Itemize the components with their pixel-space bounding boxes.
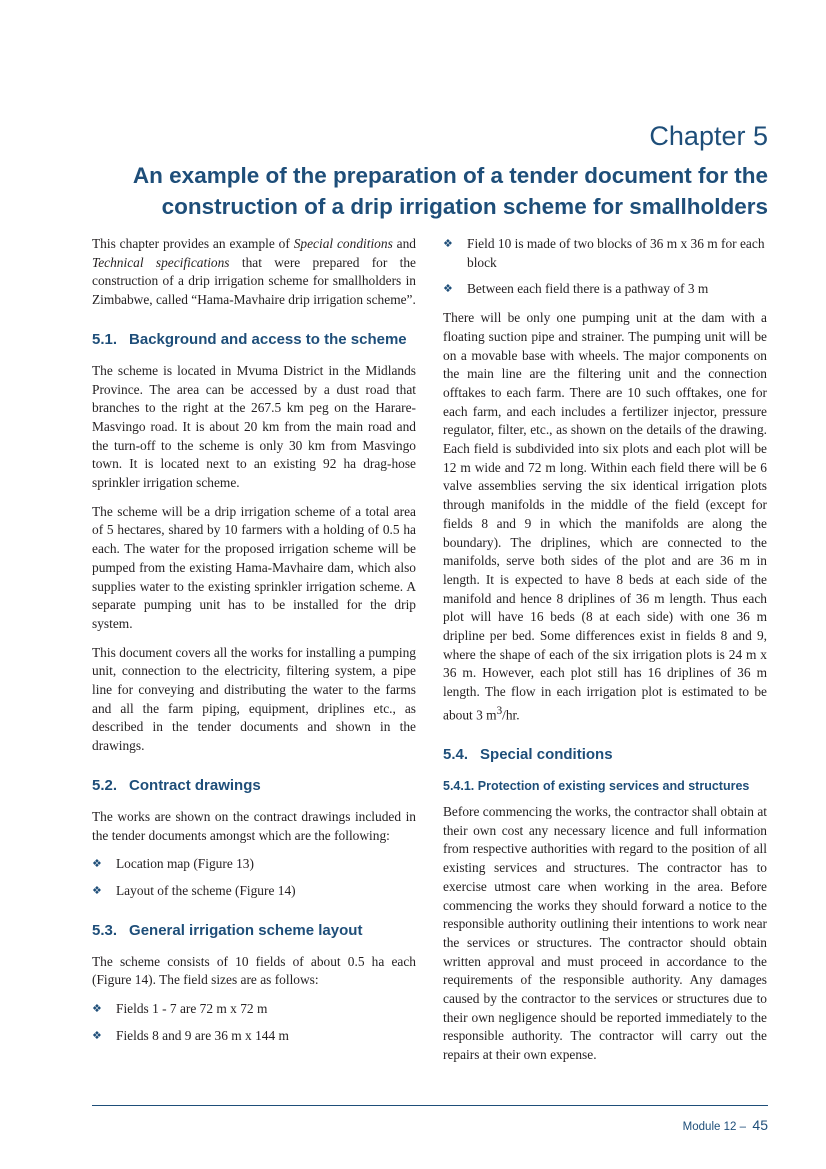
paragraph: The works are shown on the contract drawings included in the tender documents amongst which are the following:: [92, 808, 416, 843]
subsection-heading-5-4-1: 5.4.1. Protection of existing services and structures: [443, 779, 750, 794]
field-sizes-list-continued: [443, 235, 767, 299]
diamond-bullet-icon: ❖: [92, 1028, 102, 1042]
section-heading-5-4: 5.4. Special conditions: [443, 746, 613, 764]
paragraph: Before commencing the works, the contractor shall obtain at their own cost any necessary licence and full information from respective authorities with regard to the position of all existing services and structures. The contractor has to exercise utmost care when working in the area. Before commencing the works they should forward a notice to the responsible authority outlining their intentions to work near the services or structures. The contractor should obtain written approval and must proceed in accordance to the requirements of the responsible authority. Any damages caused by the contractor to the services or structures due to their own negligence should be reported immediately to the responsible authority. The contractor will carry out the repairs at their own expense.: [443, 804, 767, 1063]
right-column: [443, 235, 767, 1075]
paragraph: The scheme will be a drip irrigation scheme of a total area of 5 hectares, shared by 10 farmers with a holding of 0.5 ha each. The water for the proposed irrigation scheme will be pumped from the existing Hama-Mavhaire dam, which also supplies water to the existing sprinkler irrigation scheme. A separate pumping unit has to be installed for the drip system.: [92, 503, 416, 631]
list-item: ❖ Field 10 is made of two blocks of 36 m x 36 m for each block: [443, 236, 765, 270]
diamond-bullet-icon: ❖: [92, 857, 102, 871]
list-item: ❖ Location map (Figure 13): [92, 855, 416, 874]
diamond-bullet-icon: ❖: [443, 237, 453, 250]
section-heading-5-3: 5.3. General irrigation scheme layout: [92, 921, 363, 939]
chapter-title: An example of the preparation of a tender document for the construction of a drip irrigation scheme for smallholders: [132, 163, 768, 219]
diamond-bullet-icon: ❖: [92, 883, 102, 897]
module-label: Module 12 –: [682, 1121, 746, 1133]
list-item: ❖ Layout of the scheme (Figure 14): [92, 882, 416, 901]
footer-divider: [92, 1105, 768, 1106]
chapter-number: Chapter 5: [649, 121, 768, 151]
paragraph: This document covers all the works for installing a pumping unit, connection to the electricity, filtering system, a pipe line for conveying and distributing the water to the farms and all the farm piping, equipment, driplines etc., as described in the tender documents and shown in the drawings.: [92, 644, 416, 754]
section-heading-5-2: 5.2. Contract drawings: [92, 776, 261, 794]
list-item: ❖ Between each field there is a pathway of 3 m: [443, 280, 767, 299]
section-heading-5-1: 5.1. Background and access to the scheme: [92, 330, 407, 348]
list-item: ❖ Fields 1 - 7 are 72 m x 72 m: [92, 1000, 416, 1019]
paragraph: The scheme consists of 10 fields of about 0.5 ha each (Figure 14). The field sizes are as follows:: [92, 953, 416, 988]
field-sizes-list: [92, 1000, 416, 1045]
paragraph: The scheme is located in Mvuma District in the Midlands Province. The area can be accessed by a dust road that branches to the right at the 267.5 km peg on the Harare-Masvingo road. It is about 20 km from the main road and the turn-off to the scheme is only 30 km from Masvingo town. It is located next to an existing 92 ha drag-hose sprinkler irrigation scheme.: [92, 362, 416, 491]
diamond-bullet-icon: ❖: [92, 1002, 102, 1016]
intro-paragraph: This chapter provides an example of Special conditions and Technical specifications that were prepared for the construction of a drip irrigation scheme for smallholders in Zimbabwe, called “Hama-Mavhaire drip irrigation scheme”.: [92, 236, 416, 308]
left-column: [92, 235, 416, 1056]
paragraph: There will be only one pumping unit at the dam with a floating suction pipe and strainer. The pumping unit will be on a movable base with wheels. The major components on the main line are the filtering unit and the connection offtakes to each farm. There are 10 such offtakes, one for each farm, and each includes a fertilizer injector, pressure regulator, filter, etc., as shown on the details of the drawing. Each field is subdivided into six plots and each plot will be 12 m wide and 72 m long. Within each field there will be 6 valve assemblies serving the six identical irrigation plots through manifolds in the middle of the field (except for fields 8 and 9 in which the manifolds are along the boundary). The driplines, which are connected to the manifolds, serve both sides of the plot and are 36 m in length. It is expected to have 8 beds at each side of the manifold and hence 8 driplines of 36 m length. Thus each plot will have 16 beds (8 at each side) with one 36 m dripline per bed. Some differences exist in fields 8 and 9, where the shape of each of the six irrigation plots is 24 m x 36 m. However, each plot still has 16 driplines of 36 m length. The flow in each irrigation plot is estimated to be about 3 $m^3/hr$.: [443, 310, 767, 723]
drawings-list: [92, 855, 416, 900]
page-number: 45: [752, 1117, 768, 1133]
list-item: ❖ Fields 8 and 9 are 36 m x 144 m: [92, 1027, 416, 1046]
page-footer: [683, 1117, 768, 1135]
diamond-bullet-icon: ❖: [443, 282, 453, 296]
